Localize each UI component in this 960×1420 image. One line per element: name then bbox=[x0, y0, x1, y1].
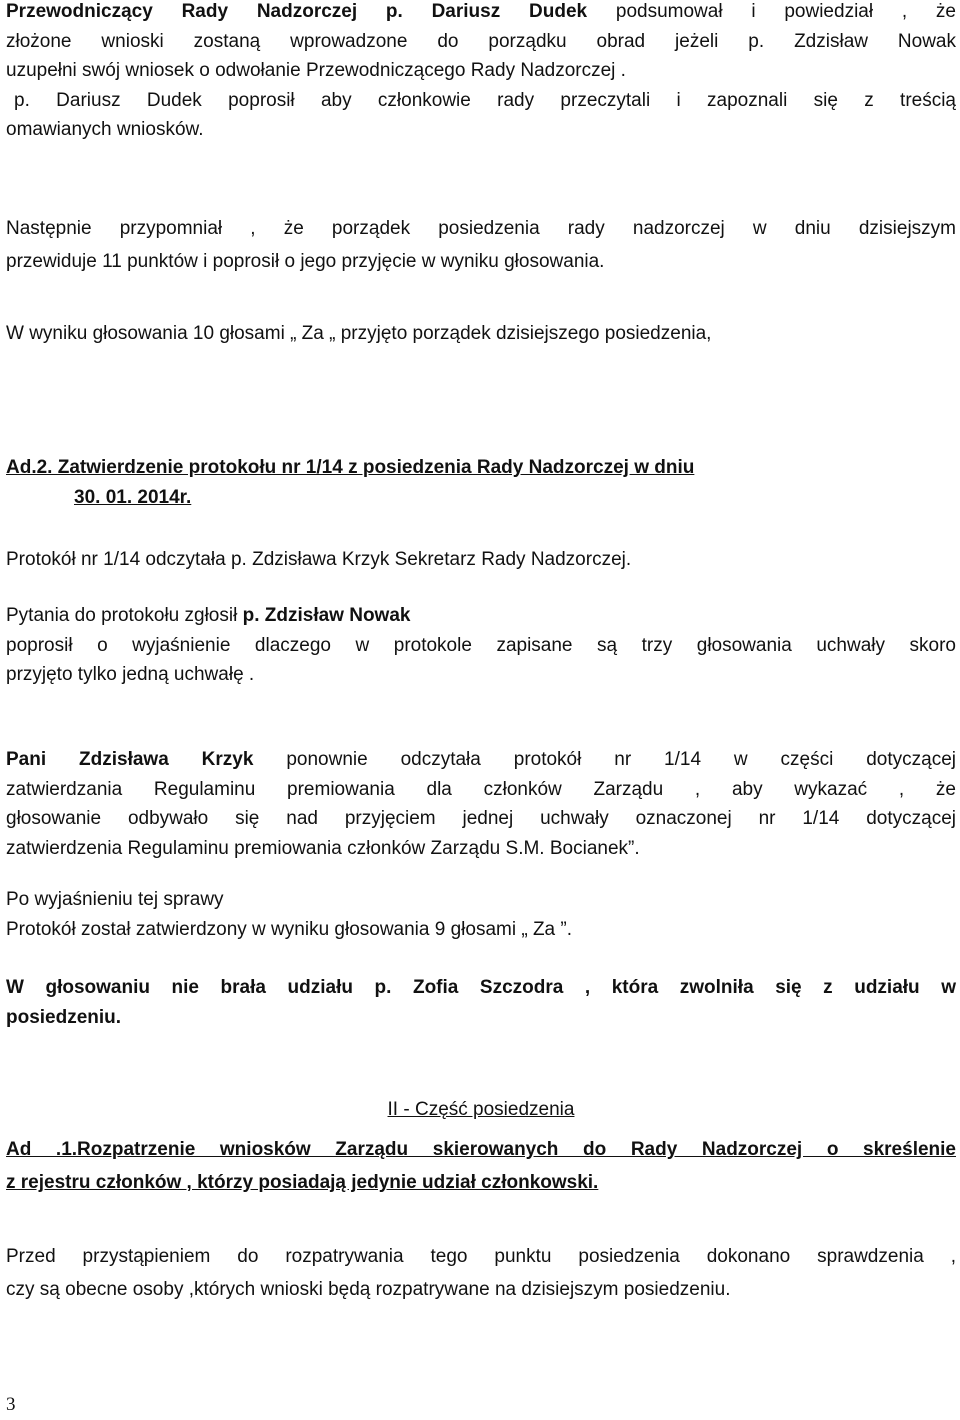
paragraph-protocol-questions bbox=[6, 601, 956, 690]
heading-line: 30. 01. 2014r. bbox=[74, 486, 192, 508]
paragraph-agenda-vote bbox=[6, 319, 956, 349]
page-number: 3 bbox=[6, 1394, 16, 1415]
text-line bbox=[6, 0, 956, 27]
paragraph-krzyk-explanation bbox=[6, 745, 956, 863]
section-title: II - Część posiedzenia bbox=[387, 1099, 575, 1120]
text-line: W głosowaniu nie brała udziału p. Zofia Szczodra , która zwolniła się z udziału w bbox=[6, 977, 956, 998]
bold-text: Pani Zdzisława Krzyk bbox=[6, 749, 254, 770]
text-line: posiedzeniu. bbox=[6, 1006, 122, 1028]
text-line: Przed przystąpieniem do rozpatrywania tego punktu posiedzenia dokonano sprawdzenia , bbox=[6, 1246, 956, 1267]
paragraph-presence-check bbox=[6, 1240, 956, 1306]
text-line: przewiduje 11 punktów i poprosił o jego przyjęcie w wyniku głosowania. bbox=[6, 251, 605, 272]
text-line: Po wyjaśnieniu tej sprawy bbox=[6, 889, 224, 910]
text-line: złożone wnioski zostaną wprowadzone do porządku obrad jeżeli p. Zdzisław Nowak bbox=[6, 30, 956, 52]
paragraph-protocol-approved bbox=[6, 885, 956, 944]
heading-line: Ad .1.Rozpatrzenie wniosków Zarządu skierowanych do Rady Nadzorczej o skreślenie bbox=[6, 1139, 956, 1160]
text-line: głosowanie odbywało się nad przyjęciem jednej uchwały oznaczonej nr 1/14 dotyczącej bbox=[6, 808, 956, 829]
text-line bbox=[6, 745, 956, 775]
text-line: p. Dariusz Dudek poprosił aby członkowie rady przeczytali i zapoznali się z treścią bbox=[14, 89, 956, 111]
heading-ad1 bbox=[6, 1133, 956, 1199]
bold-text: p. Zdzisław Nowak bbox=[242, 605, 411, 626]
text-span: Pytania do protokołu zgłosił bbox=[6, 605, 243, 626]
text-line: poprosił o wyjaśnienie dlaczego w protokole zapisane są trzy głosowania uchwały skoro bbox=[6, 634, 956, 656]
text-line: przyjęto tylko jedną uchwałę . bbox=[6, 664, 255, 685]
text-line: zatwierdzenia Regulaminu premiowania członków Zarządu S.M. Bocianek”. bbox=[6, 837, 640, 859]
text-line: W wyniku głosowania 10 głosami „ Za „ przyjęto porządek dzisiejszego posiedzenia, bbox=[6, 323, 712, 344]
heading-line: z rejestru członków , którzy posiadają jedynie udział członkowski. bbox=[6, 1172, 599, 1193]
text-span: ponownie odczytała protokół nr 1/14 w części dotyczącej bbox=[253, 749, 956, 770]
text-line: Następnie przypomniał , że porządek posiedzenia rady nadzorczej w dniu dzisiejszym bbox=[6, 218, 956, 239]
text-span: podsumował i powiedział , że bbox=[587, 1, 956, 22]
section-heading bbox=[6, 1095, 956, 1125]
bold-text: Przewodniczący Rady Nadzorczej p. Dariusz Dudek bbox=[6, 1, 588, 22]
text-line bbox=[6, 601, 956, 631]
paragraph-protocol-read bbox=[6, 545, 956, 575]
paragraph-agenda-reminder bbox=[6, 212, 956, 278]
paragraph-chairman-summary bbox=[6, 0, 956, 145]
text-line: omawianych wniosków. bbox=[6, 119, 204, 140]
heading-line: Ad.2. Zatwierdzenie protokołu nr 1/14 z posiedzenia Rady Nadzorczej w dniu bbox=[6, 457, 695, 478]
text-line: zatwierdzania Regulaminu premiowania dla członków Zarządu , aby wykazać , że bbox=[6, 778, 956, 800]
text-line: czy są obecne osoby ,których wnioski będą rozpatrywane na dzisiejszym posiedzeniu. bbox=[6, 1279, 731, 1300]
text-line: Protokół został zatwierdzony w wyniku głosowania 9 głosami „ Za ”. bbox=[6, 918, 573, 940]
heading-ad2 bbox=[6, 453, 956, 512]
paragraph-absence-note bbox=[6, 973, 956, 1032]
text-line: uzupełni swój wniosek o odwołanie Przewodniczącego Rady Nadzorczej . bbox=[6, 60, 626, 81]
text-line: Protokół nr 1/14 odczytała p. Zdzisława Krzyk Sekretarz Rady Nadzorczej. bbox=[6, 549, 632, 570]
